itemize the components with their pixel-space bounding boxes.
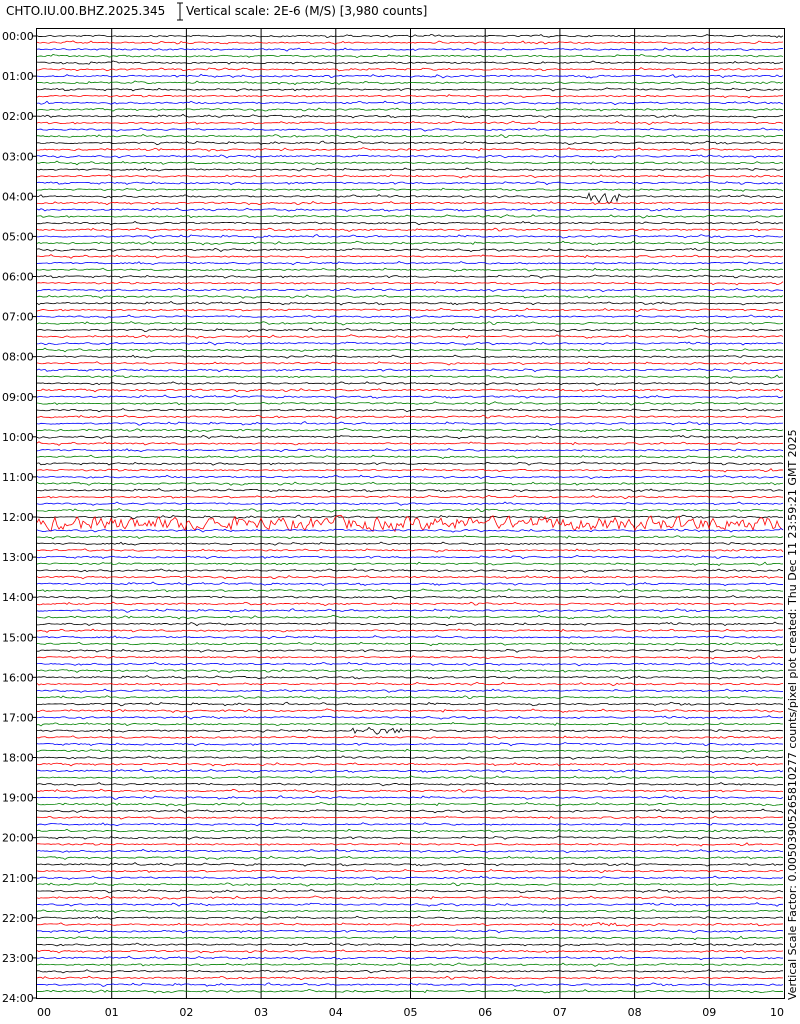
x-tick-label: 10 <box>770 1006 784 1019</box>
y-tick-label: 00:00 <box>2 30 34 43</box>
y-tick-label: 03:00 <box>2 150 34 164</box>
y-tick-label: 24:00 <box>2 992 34 1005</box>
y-tick-label: 19:00 <box>2 791 34 805</box>
y-tick-label: 12:00 <box>2 511 34 524</box>
y-tick-label: 16:00 <box>2 671 34 685</box>
y-tick-label: 07:00 <box>2 310 34 324</box>
x-tick-label: 08 <box>627 1006 642 1019</box>
y-tick-label: 21:00 <box>2 871 34 885</box>
grid-lines <box>112 28 710 999</box>
y-tick-label: 04:00 <box>2 190 34 204</box>
y-tick-label: 11:00 <box>2 470 34 484</box>
y-tick-label: 14:00 <box>2 591 34 605</box>
y-tick-label: 23:00 <box>2 951 34 965</box>
x-tick-label: 05 <box>403 1006 418 1019</box>
x-tick-label: 09 <box>702 1006 717 1019</box>
y-tick-label: 09:00 <box>2 390 34 404</box>
x-axis-labels <box>37 1006 784 1019</box>
side-note: Vertical Scale Factor: 0.00503905265810277 counts/pixel plot created: Thu Dec 11 23:59:21 GMT 2025 <box>786 429 799 1000</box>
y-tick-label: 05:00 <box>2 230 34 244</box>
x-tick-label: 07 <box>552 1006 567 1019</box>
y-tick-label: 08:00 <box>2 350 34 364</box>
x-tick-label: 06 <box>478 1006 493 1019</box>
y-tick-label: 13:00 <box>2 551 34 565</box>
x-tick-label: 02 <box>179 1006 194 1019</box>
x-tick-label: 01 <box>104 1006 119 1019</box>
y-tick-label: 15:00 <box>2 631 34 645</box>
y-tick-label: 17:00 <box>2 711 34 725</box>
y-tick-label: 18:00 <box>2 751 34 765</box>
vertical-scale-label: Vertical scale: 2E-6 (M/S) [3,980 counts] <box>186 4 428 18</box>
x-tick-label: 03 <box>254 1006 269 1019</box>
station-title: CHTO.IU.00.BHZ.2025.345 <box>6 4 166 18</box>
y-axis-labels <box>2 30 37 1005</box>
y-tick-label: 02:00 <box>2 110 34 124</box>
y-tick-label: 22:00 <box>2 911 34 925</box>
scale-bar-icon <box>177 3 183 20</box>
x-tick-label: 00 <box>37 1006 51 1019</box>
y-tick-label: 01:00 <box>2 70 34 84</box>
y-tick-label: 10:00 <box>2 430 34 444</box>
x-tick-label: 04 <box>328 1006 343 1019</box>
y-tick-label: 20:00 <box>2 831 34 845</box>
y-tick-label: 06:00 <box>2 270 34 284</box>
